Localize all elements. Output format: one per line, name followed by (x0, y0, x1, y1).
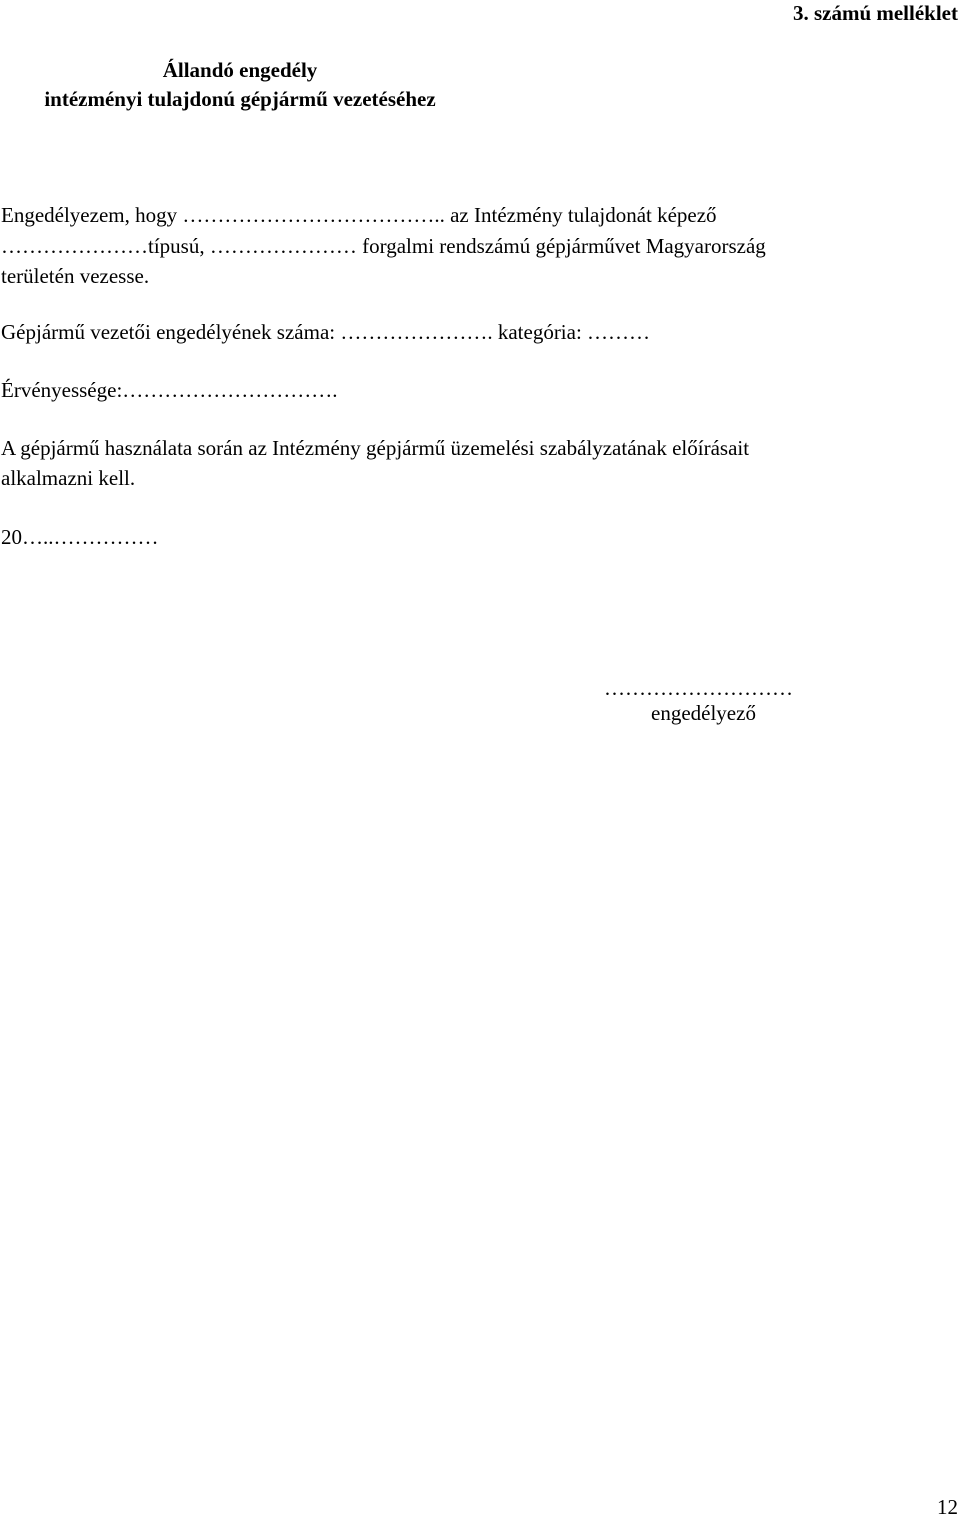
validity-line: Érvényessége:…………………………. (1, 378, 338, 402)
annex-label: 3. számú melléklet (792, 1, 958, 25)
document-title: Állandó engedély (162, 58, 318, 82)
license-number-line: Gépjármű vezetői engedélyének száma: …………………. kategória: ……… (1, 320, 651, 344)
document-subtitle: intézményi tulajdonú gépjármű vezetéséhez (44, 87, 436, 111)
date-line: 20…..…………… (1, 525, 159, 549)
signature-dots: ……………………… (604, 676, 793, 700)
signature-label: engedélyező (651, 701, 756, 725)
usage-line-2: alkalmazni kell. (1, 466, 136, 490)
authorization-line-2: …………………típusú, ………………… forgalmi rendszámú gépjárművet Magyarország (1, 234, 766, 258)
authorization-line-1: Engedélyezem, hogy ……………………………….. az Intézmény tulajdonát képező (1, 203, 717, 227)
usage-line-1: A gépjármű használata során az Intézmény gépjármű üzemelési szabályzatának előírásait (1, 436, 750, 460)
page-number: 12 (937, 1495, 958, 1519)
authorization-line-3: területén vezesse. (1, 264, 150, 288)
